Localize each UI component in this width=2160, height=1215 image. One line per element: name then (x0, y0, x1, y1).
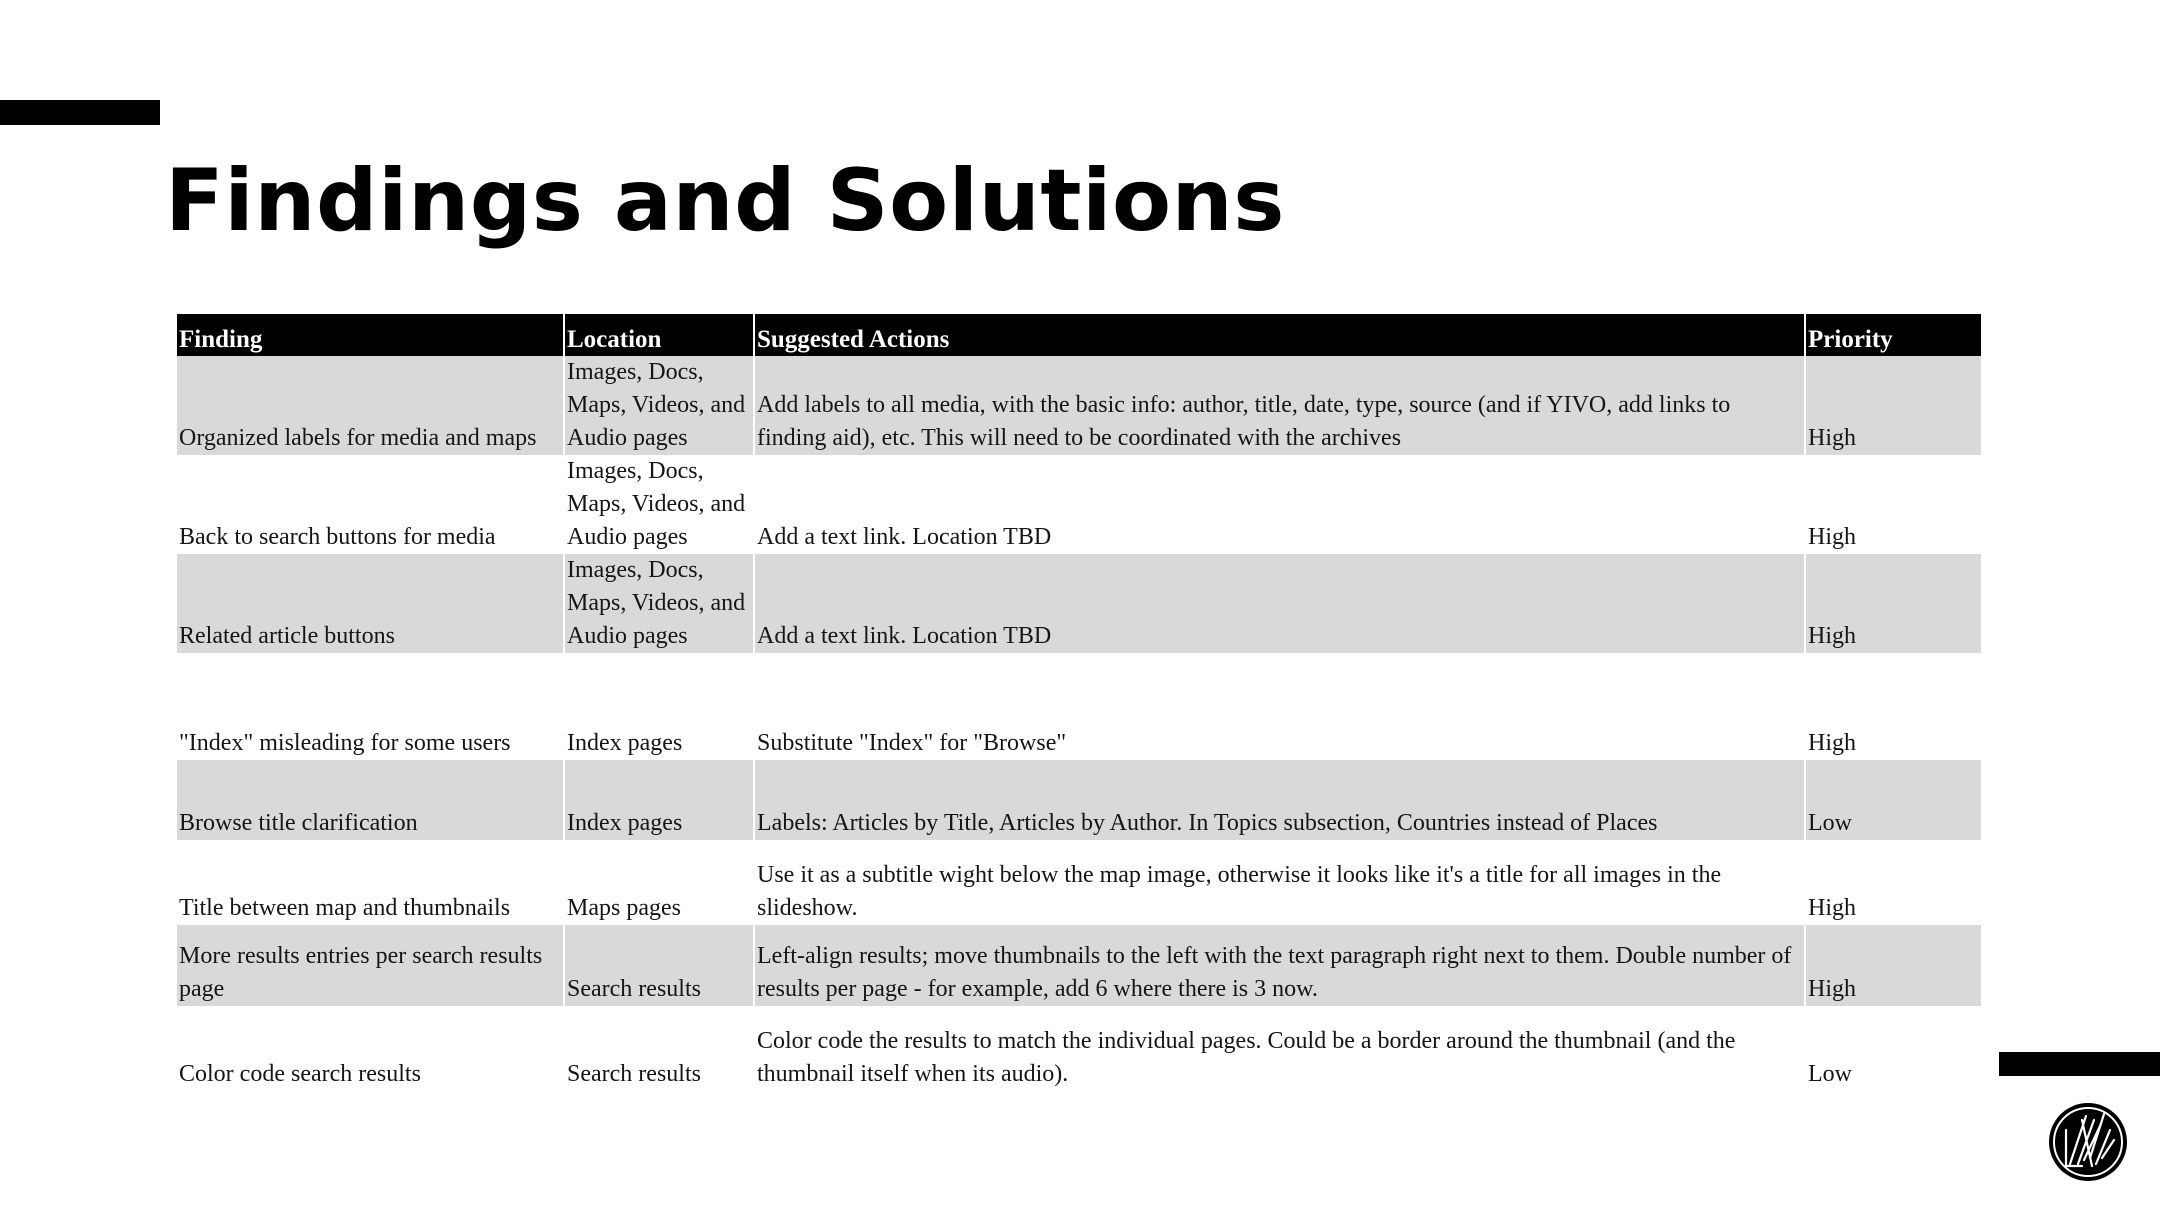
actions-cell: Left-align results; move thumbnails to the left with the text paragraph right next to them. Double number of results per page - for example, add 6 where there is 3 now. (754, 925, 1805, 1006)
actions-cell: Add a text link. Location TBD (754, 455, 1805, 554)
priority-cell: High (1805, 356, 1982, 455)
location-cell: Index pages (564, 760, 754, 840)
actions-cell: Add a text link. Location TBD (754, 554, 1805, 653)
actions-cell: Substitute "Index" for "Browse" (754, 653, 1805, 760)
table-row (177, 1006, 1982, 1091)
slide-title: Findings and Solutions (165, 151, 1285, 251)
priority-cell: High (1805, 925, 1982, 1006)
location-cell: Search results (564, 1006, 754, 1091)
header-priority: Priority (1805, 314, 1982, 356)
actions-cell: Add labels to all media, with the basic info: author, title, date, type, source (and if YIVO, add links to finding aid), etc. This will need to be coordinated with the archives (754, 356, 1805, 455)
table-row (177, 760, 1982, 840)
findings-table (177, 314, 1983, 1091)
right-accent-bar (1999, 1052, 2160, 1076)
actions-cell: Use it as a subtitle wight below the map image, otherwise it looks like it's a title for all images in the slideshow. (754, 840, 1805, 925)
location-cell: Index pages (564, 653, 754, 760)
location-cell: Maps pages (564, 840, 754, 925)
priority-cell: High (1805, 554, 1982, 653)
finding-cell: More results entries per search results page (177, 925, 564, 1006)
finding-cell: Browse title clarification (177, 760, 564, 840)
finding-cell: Back to search buttons for media (177, 455, 564, 554)
location-cell: Images, Docs, Maps, Videos, and Audio pages (564, 455, 754, 554)
location-cell: Images, Docs, Maps, Videos, and Audio pages (564, 554, 754, 653)
finding-cell: Organized labels for media and maps (177, 356, 564, 455)
circle-monogram-logo-icon (2046, 1100, 2130, 1184)
location-cell: Search results (564, 925, 754, 1006)
actions-cell: Labels: Articles by Title, Articles by Author. In Topics subsection, Countries instead of Places (754, 760, 1805, 840)
finding-cell: Related article buttons (177, 554, 564, 653)
actions-cell: Color code the results to match the individual pages. Could be a border around the thumbnail (and the thumbnail itself when its audio). (754, 1006, 1805, 1091)
table-row (177, 840, 1982, 925)
header-finding: Finding (177, 314, 564, 356)
priority-cell: High (1805, 840, 1982, 925)
table-header-row (177, 314, 1982, 356)
finding-cell: "Index" misleading for some users (177, 653, 564, 760)
table-row (177, 356, 1982, 455)
table-row (177, 925, 1982, 1006)
table-row (177, 653, 1982, 760)
priority-cell: Low (1805, 760, 1982, 840)
location-cell: Images, Docs, Maps, Videos, and Audio pages (564, 356, 754, 455)
priority-cell: High (1805, 653, 1982, 760)
top-left-accent-bar (0, 100, 160, 125)
table-row (177, 554, 1982, 653)
priority-cell: Low (1805, 1006, 1982, 1091)
priority-cell: High (1805, 455, 1982, 554)
table-row (177, 455, 1982, 554)
header-location: Location (564, 314, 754, 356)
header-suggested-actions: Suggested Actions (754, 314, 1805, 356)
finding-cell: Title between map and thumbnails (177, 840, 564, 925)
finding-cell: Color code search results (177, 1006, 564, 1091)
